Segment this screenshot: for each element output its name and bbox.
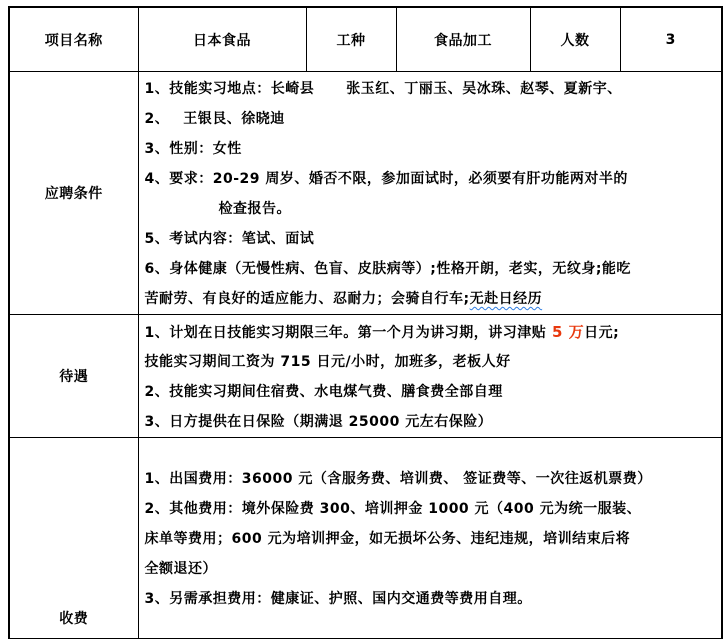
benefits-label: 待遇 xyxy=(9,315,138,438)
requirements-row xyxy=(9,72,722,315)
benefits-content xyxy=(138,315,722,438)
no-japan-experience-text: 无赴日经历 xyxy=(469,291,543,307)
project-name-value: 日本食品 xyxy=(138,7,306,72)
headcount-value: 3 xyxy=(620,7,722,72)
project-name-label: 项目名称 xyxy=(9,7,138,72)
requirements-line-4: 4、要求：20-29 周岁、婚否不限，参加面试时，必须要有肝功能两对半的 xyxy=(144,171,628,187)
requirements-line-3: 3、性别：女性 xyxy=(144,141,242,157)
allowance-amount: 5 万 xyxy=(546,323,585,341)
job-type-label: 工种 xyxy=(306,7,396,72)
candidate-names-1: 张玉红、丁丽玉、吴冰珠、赵琴、夏新宇、 xyxy=(346,81,622,97)
fees-row xyxy=(9,438,722,639)
requirements-content xyxy=(138,72,722,315)
benefits-line-4: 3、日方提供在日保险（期满退 25000 元左右保险） xyxy=(144,414,493,430)
benefits-line-2: 技能实习期间工资为 715 日元/小时，加班多，老板人好 xyxy=(144,354,511,370)
fees-line-4: 全额退还） xyxy=(144,561,217,577)
fees-content xyxy=(138,438,722,639)
fees-label: 收费 xyxy=(9,438,138,639)
requirements-line-5: 检查报告。 xyxy=(218,201,291,217)
fees-line-5: 3、另需承担费用：健康证、护照、国内交通费等费用自理。 xyxy=(144,591,532,607)
requirements-line-6: 5、考试内容：笔试、面试 xyxy=(144,231,315,247)
benefits-line-1 xyxy=(145,317,716,347)
location-text: 1、技能实习地点：长崎县 xyxy=(144,81,315,97)
recruitment-table xyxy=(8,6,723,639)
requirements-line-7: 6、身体健康（无慢性病、色盲、皮肤病等）;性格开朗，老实，无纹身;能吃 xyxy=(144,261,631,277)
currency-text: 日元; xyxy=(584,325,620,341)
fees-line-2: 2、其他费用：境外保险费 300、培训押金 1000 元（400 元为统一服装、 xyxy=(144,501,642,517)
requirements-line-1 xyxy=(145,74,716,104)
line-number-2: 2、 xyxy=(144,111,170,127)
endurance-text: 苦耐劳、有良好的适应能力、忍耐力；会骑自行车; xyxy=(144,291,470,307)
headcount-label: 人数 xyxy=(530,7,620,72)
requirements-line-8 xyxy=(145,284,716,314)
training-period-text: 1、计划在日技能实习期限三年。第一个月为讲习期，讲习津贴 xyxy=(144,325,547,341)
candidate-names-2: 王银艮、徐晓迪 xyxy=(183,111,285,127)
benefits-row xyxy=(9,315,722,438)
header-row xyxy=(9,7,722,72)
requirements-label: 应聘条件 xyxy=(9,72,138,315)
benefits-line-3: 2、技能实习期间住宿费、水电煤气费、膳食费全部自理 xyxy=(144,384,503,400)
job-type-value: 食品加工 xyxy=(396,7,530,72)
fees-line-1: 1、出国费用：36000 元（含服务费、培训费、 签证费等、一次往返机票费） xyxy=(144,471,652,487)
recruitment-sheet xyxy=(8,6,721,627)
requirements-line-2 xyxy=(145,104,716,134)
fees-line-3: 床单等费用；600 元为培训押金，如无损坏公务、违纪违规，培训结束后将 xyxy=(144,531,631,547)
